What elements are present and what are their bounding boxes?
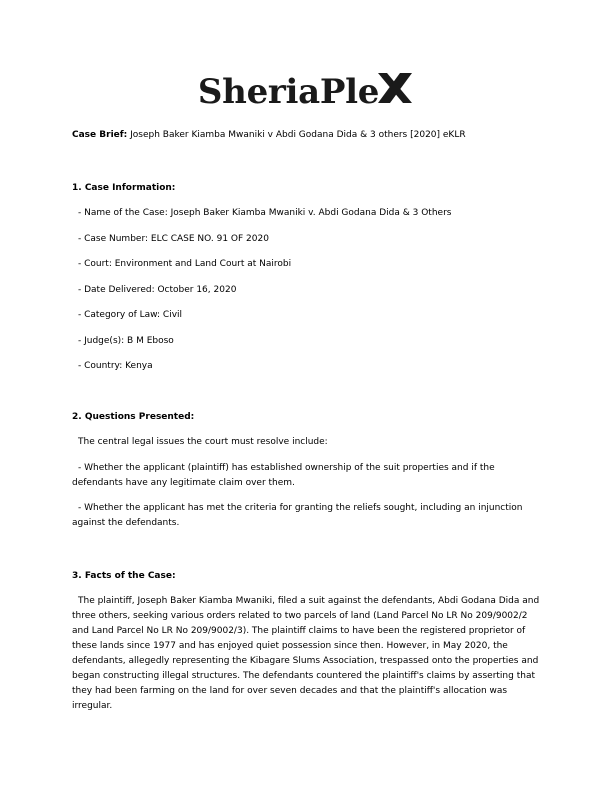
case-brief-line	[72, 128, 466, 143]
section-heading-facts: 3. Facts of the Case:	[72, 571, 176, 581]
questions-intro: The central legal issues the court must resolve include:	[78, 437, 328, 447]
logo-x-mark-icon	[376, 71, 414, 105]
section-heading-case-information: 1. Case Information:	[72, 183, 176, 193]
case-brief-title: Joseph Baker Kiamba Mwaniki v Abdi Godana Dida & 3 others [2020] eKLR	[127, 130, 466, 140]
facts-paragraph: The plaintiff, Joseph Baker Kiamba Mwaniki, filed a suit against the defendants, Abdi Godana Dida and three others, seeking various orders related to two parcels of land (Land Parcel No LR No 209/9002/2 and Land Parcel No LR No 209/9002/3). The plaintiff claims to have been the registered proprietor of these lands since 1977 and has enjoyed quiet possession since then. However, in May 2020, the defendants, allegedly representing the Kibagare Slums Association, trespassed onto the properties and began constructing illegal structures. The defendants countered the plaintiff's claims by asserting that they had been farming on the land for over seven decades and that the plaintiff's allocation was irregular.	[72, 596, 540, 711]
logo-text: SheriaPle	[197, 72, 380, 112]
sheriaplex-logo	[0, 72, 612, 122]
case-info-item: - Date Delivered: October 16, 2020	[78, 285, 237, 295]
case-info-item: - Judge(s): B M Eboso	[78, 336, 174, 346]
case-info-item: - Name of the Case: Joseph Baker Kiamba Mwaniki v. Abdi Godana Dida & 3 Others	[78, 208, 452, 218]
case-brief-label: Case Brief:	[72, 130, 128, 140]
case-info-item: - Case Number: ELC CASE NO. 91 OF 2020	[78, 234, 269, 244]
question-item: - Whether the applicant (plaintiff) has established ownership of the suit properties and if the defendants have any legitimate claim over them.	[72, 463, 495, 488]
case-info-item: - Category of Law: Civil	[78, 310, 183, 320]
case-info-item: - Country: Kenya	[78, 361, 153, 371]
question-item: - Whether the applicant has met the criteria for granting the reliefs sought, including an injunction against the defendants.	[72, 503, 523, 528]
section-heading-questions-presented: 2. Questions Presented:	[72, 412, 195, 422]
case-info-item: - Court: Environment and Land Court at Nairobi	[78, 259, 292, 269]
